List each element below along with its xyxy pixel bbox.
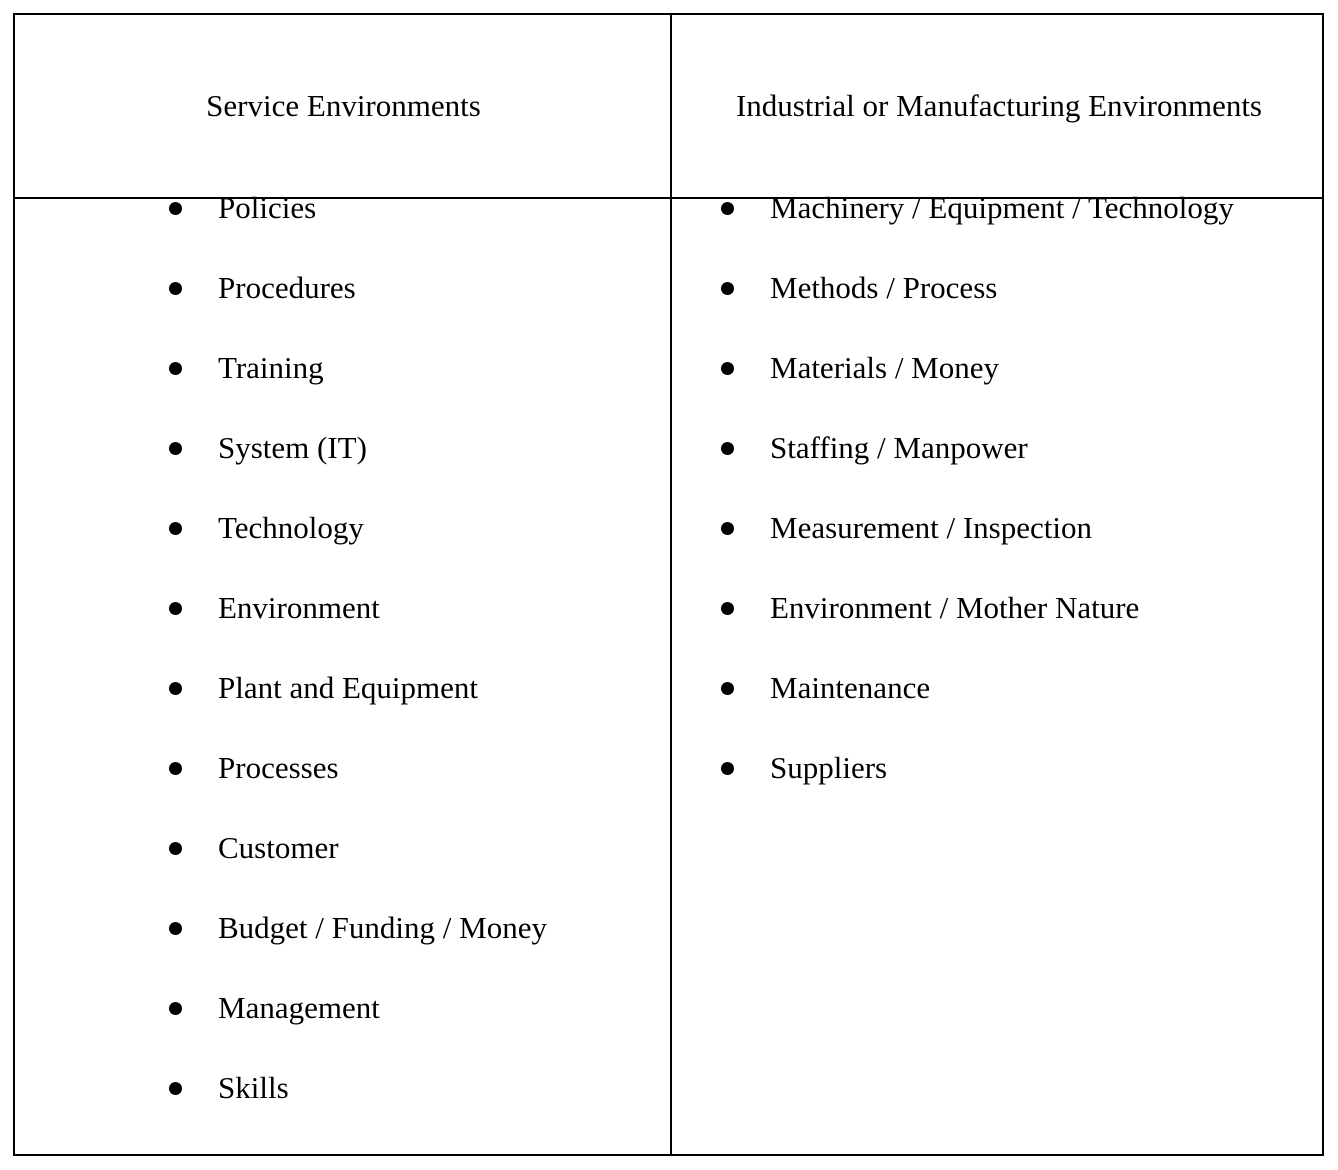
- bullet-icon: [721, 442, 734, 455]
- bullet-icon: [721, 762, 734, 775]
- header-industrial-label: Industrial or Manufacturing Environments: [735, 88, 1263, 123]
- header-service-environments: [15, 15, 671, 197]
- bullet-icon: [169, 282, 182, 295]
- bullet-icon: [721, 602, 734, 615]
- bullet-icon: [169, 1082, 182, 1095]
- comparison-table: [13, 13, 1324, 1156]
- bullet-icon: [169, 202, 182, 215]
- bullet-icon: [721, 682, 734, 695]
- bullet-icon: [169, 1002, 182, 1015]
- bullet-icon: [169, 922, 182, 935]
- bullet-icon: [721, 282, 734, 295]
- bullet-icon: [169, 362, 182, 375]
- bullet-icon: [721, 202, 734, 215]
- bullet-icon: [169, 682, 182, 695]
- bullet-icon: [169, 442, 182, 455]
- bullet-icon: [169, 522, 182, 535]
- header-service-label: Service Environments: [206, 88, 481, 123]
- bullet-icon: [169, 842, 182, 855]
- header-industrial-environments: [672, 15, 1326, 197]
- bullet-icon: [721, 362, 734, 375]
- bullet-icon: [721, 522, 734, 535]
- bullet-icon: [169, 762, 182, 775]
- bullet-icon: [169, 602, 182, 615]
